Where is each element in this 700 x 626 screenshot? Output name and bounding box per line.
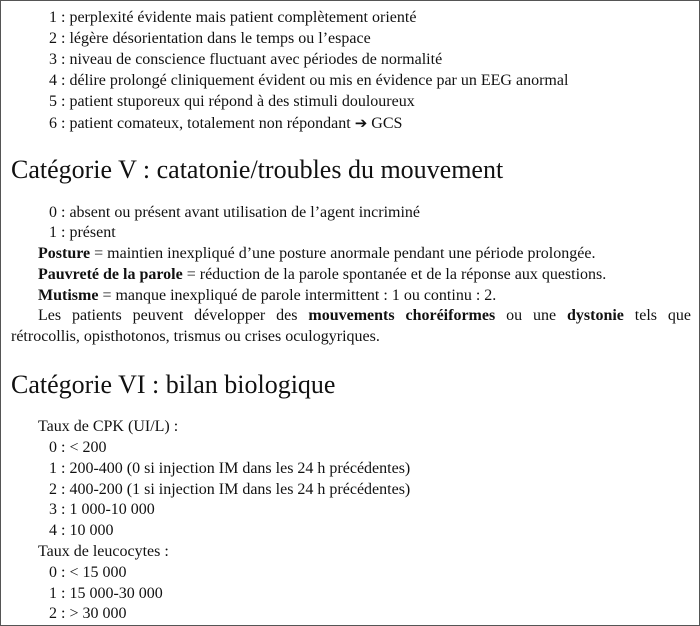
leucocyte-item: 2 : > 30 000 <box>49 605 127 622</box>
note-text-a: Les patients peuvent développer des <box>38 307 309 324</box>
mutisme-text: = manque inexpliqué de parole intermittent : 1 ou continu : 2. <box>98 287 497 304</box>
leucocyte-item: 0 : < 15 000 <box>49 564 127 581</box>
cpk-item: 3 : 1 000-10 000 <box>49 501 155 518</box>
cat5-score-1: 1 : présent <box>49 224 116 241</box>
leucocyte-label: Taux de leucocytes : <box>38 543 169 560</box>
posture-text: = maintien inexpliqué d’une posture anormale pendant une période prolongée. <box>90 245 596 262</box>
cpk-item: 2 : 400-200 (1 si injection IM dans les 24 h précédentes) <box>49 481 411 498</box>
gcs-reference: GCS <box>371 115 403 132</box>
pauvrete-term: Pauvreté de la parole <box>38 266 183 283</box>
severity-item-3: 3 : niveau de conscience fluctuant avec périodes de normalité <box>49 51 443 68</box>
category-5-heading: Catégorie V : catatonie/troubles du mouvement <box>11 155 504 184</box>
posture-definition <box>38 244 595 264</box>
cpk-label: Taux de CPK (UI/L) : <box>38 418 179 435</box>
category-6-heading: Catégorie VI : bilan biologique <box>11 370 336 399</box>
cpk-item: 0 : < 200 <box>49 439 107 456</box>
pauvrete-text: = réduction de la parole spontanée et de la réponse aux questions. <box>182 266 607 283</box>
cpk-item: 1 : 200-400 (0 si injection IM dans les 24 h précédentes) <box>49 460 411 477</box>
cat5-score-0: 0 : absent ou présent avant utilisation de l’agent incriminé <box>49 204 421 221</box>
posture-term: Posture <box>38 245 91 262</box>
note-text-e: tels que <box>623 307 692 324</box>
movement-note-line-2: rétrocollis, opisthotonos, trismus ou crises oculogyriques. <box>11 328 380 345</box>
leucocyte-item: 1 : 15 000-30 000 <box>49 585 163 602</box>
note-text-c: ou une <box>495 307 567 324</box>
movement-note <box>11 306 691 326</box>
severity-item-1: 1 : perplexité évidente mais patient complètement orienté <box>49 9 417 26</box>
note-term-dystonie: dystonie <box>567 307 624 324</box>
arrow-right-icon: ➔ <box>354 114 368 132</box>
severity-item-6-text: 6 : patient comateux, totalement non répondant <box>49 115 351 132</box>
severity-item-6 <box>49 113 402 134</box>
severity-item-5: 5 : patient stuporeux qui répond à des stimuli douloureux <box>49 93 415 110</box>
cpk-item: 4 : 10 000 <box>49 522 114 539</box>
pauvrete-definition <box>38 265 606 285</box>
mutisme-definition <box>38 286 496 306</box>
severity-item-2: 2 : légère désorientation dans le temps ou l’espace <box>49 30 371 47</box>
severity-item-4: 4 : délire prolongé cliniquement évident ou mis en évidence par un EEG anormal <box>49 72 569 89</box>
mutisme-term: Mutisme <box>38 287 99 304</box>
note-term-choreiform: mouvements choréiformes <box>308 307 496 324</box>
